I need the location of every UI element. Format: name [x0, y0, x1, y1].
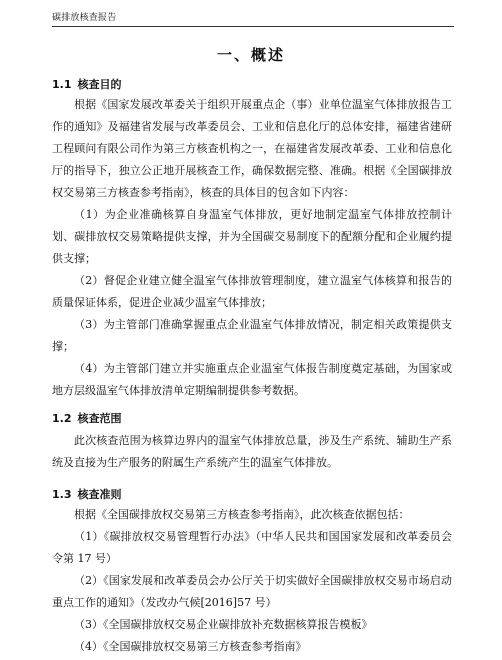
list-item: （4）为主管部门建立并实施重点企业温室气体报告制度奠定基础，为国家或地方层级温室气体排放清单定期编制提供参考数据。 — [52, 362, 452, 397]
section-number: 1.1 — [52, 78, 72, 91]
page-title: 一、概述 — [216, 46, 285, 64]
list-item: （3）《全国碳排放权交易企业碳排放补充数据核算报告模板》 — [74, 618, 373, 631]
paragraph: 根据《全国碳排放权交易第三方核查参考指南》，此次核查依据包括： — [74, 508, 410, 521]
paragraph: 此次核查范围为核算边界内的温室气体排放总量，涉及生产系统、辅助生产系统及直接为生产服务的附属生产系统产生的温室气体排放。 — [52, 434, 452, 469]
paragraph: 根据《国家发展改革委关于组织开展重点企（事）业单位温室气体排放报告工作的通知》及福建省发展与改革委员会、工业和信息化厅的总体安排，福建省建研工程顾问有限公司作为第三方核查机构之一，在福建省发展改革委、工业和信息化厅的指导下，独立公正地开展核查工作，确保数据完整、准确。根据《全国碳排放权交易第三方核查参考指南》，核查的具体目的包含如下内容： — [52, 98, 452, 199]
list-item: （1）《碳排放权交易管理暂行办法》（中华人民共和国国家发展和改革委员会令第 17 号） — [52, 530, 452, 565]
running-header: 碳排放核查报告 — [52, 10, 454, 27]
list-item: （2）督促企业建立健全温室气体排放管理制度，建立温室气体核算和报告的质量保证体系，促进企业减少温室气体排放； — [52, 274, 452, 309]
section-number: 1.2 — [52, 412, 72, 425]
section-heading-1-2 — [52, 410, 122, 426]
section-heading-1-3 — [52, 486, 122, 502]
section-title: 核查目的 — [77, 78, 122, 91]
section-heading-1-1 — [52, 76, 122, 92]
section-number: 1.3 — [52, 488, 72, 501]
list-item: （3）为主管部门准确掌握重点企业温室气体排放情况，制定相关政策提供支撑； — [52, 318, 452, 353]
section-title: 核查范围 — [77, 412, 122, 425]
list-item: （1）为企业准确核算自身温室气体排放，更好地制定温室气体排放控制计划、碳排放权交易策略提供支撑，并为全国碳交易制度下的配额分配和企业履约提供支撑； — [52, 208, 452, 265]
list-item: （2）《国家发展和改革委员会办公厅关于切实做好全国碳排放权交易市场启动重点工作的通知》（发改办气候[2016]57 号） — [52, 574, 452, 609]
list-item: （4）《全国碳排放权交易第三方核查参考指南》 — [74, 640, 307, 653]
section-title: 核查准则 — [77, 488, 122, 501]
